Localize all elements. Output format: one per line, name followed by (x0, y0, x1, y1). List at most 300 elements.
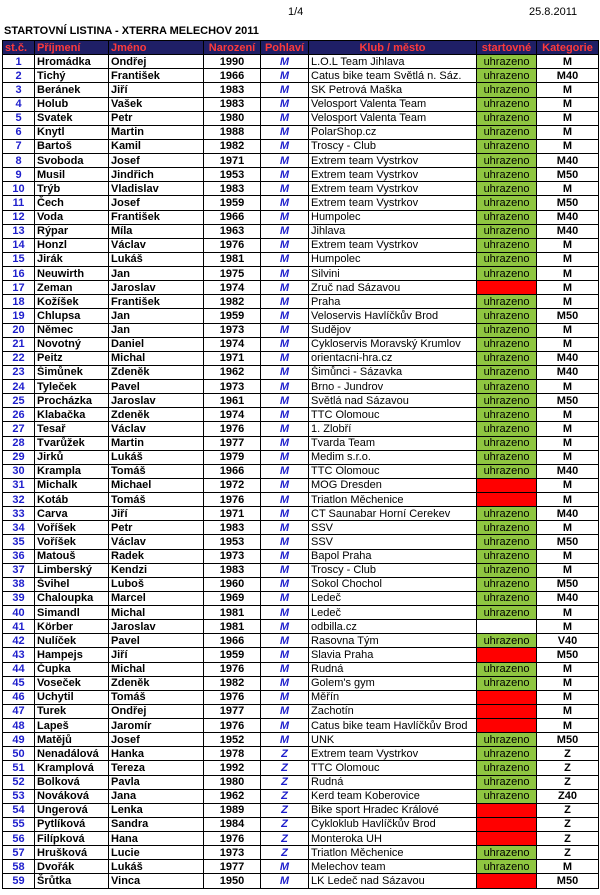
cell-start-number: 28 (3, 436, 35, 450)
cell-gender: M (261, 238, 309, 252)
cell-first-name: Jiří (109, 648, 204, 662)
cell-fee-status: uhrazeno (477, 196, 537, 210)
cell-gender: Z (261, 832, 309, 846)
cell-first-name: Pavla (109, 775, 204, 789)
cell-surname: Tvarůžek (35, 436, 109, 450)
cell-first-name: Lucie (109, 846, 204, 860)
cell-start-number: 27 (3, 422, 35, 436)
cell-start-number: 20 (3, 323, 35, 337)
cell-start-number: 29 (3, 450, 35, 464)
cell-start-number: 5 (3, 111, 35, 125)
cell-category: M (537, 478, 599, 492)
cell-category: Z (537, 761, 599, 775)
table-row (3, 493, 599, 507)
cell-club: Humpolec (309, 210, 477, 224)
cell-gender: M (261, 874, 309, 888)
table-row (3, 309, 599, 323)
cell-category: M40 (537, 210, 599, 224)
table-row (3, 380, 599, 394)
cell-surname: Novotný (35, 337, 109, 351)
table-row (3, 422, 599, 436)
cell-category: V40 (537, 634, 599, 648)
cell-category: M (537, 436, 599, 450)
cell-club: Extrem team Vystrkov (309, 238, 477, 252)
cell-fee-status: uhrazeno (477, 662, 537, 676)
cell-birth-year: 1976 (204, 493, 261, 507)
cell-fee-status: uhrazeno (477, 351, 537, 365)
cell-gender: M (261, 662, 309, 676)
cell-birth-year: 1966 (204, 634, 261, 648)
cell-fee-status: uhrazeno (477, 747, 537, 761)
cell-fee-status: uhrazeno (477, 436, 537, 450)
cell-start-number: 39 (3, 591, 35, 605)
cell-club: Rasovna Tým (309, 634, 477, 648)
table-row (3, 154, 599, 168)
cell-birth-year: 1983 (204, 563, 261, 577)
cell-first-name: Jaroslav (109, 394, 204, 408)
cell-category: M (537, 267, 599, 281)
table-row (3, 690, 599, 704)
cell-fee-status: uhrazeno (477, 521, 537, 535)
cell-category: Z (537, 747, 599, 761)
cell-fee-status: uhrazeno (477, 507, 537, 521)
cell-surname: Němec (35, 323, 109, 337)
cell-birth-year: 1966 (204, 464, 261, 478)
cell-first-name: Jiří (109, 83, 204, 97)
table-row (3, 97, 599, 111)
cell-club: L.O.L Team Jihlava (309, 55, 477, 69)
cell-birth-year: 1974 (204, 281, 261, 295)
cell-surname: Voda (35, 210, 109, 224)
cell-gender: M (261, 690, 309, 704)
cell-fee-status: uhrazeno (477, 323, 537, 337)
cell-fee-status (477, 803, 537, 817)
cell-start-number: 49 (3, 733, 35, 747)
table-row (3, 267, 599, 281)
cell-gender: M (261, 577, 309, 591)
cell-start-number: 26 (3, 408, 35, 422)
cell-club: Veloservis Havlíčkův Brod (309, 309, 477, 323)
table-row (3, 591, 599, 605)
cell-first-name: Michal (109, 606, 204, 620)
cell-surname: Svatek (35, 111, 109, 125)
cell-birth-year: 1973 (204, 846, 261, 860)
cell-start-number: 52 (3, 775, 35, 789)
header-birth-year: Narození (204, 41, 261, 55)
cell-fee-status (477, 493, 537, 507)
cell-fee-status: uhrazeno (477, 846, 537, 860)
cell-surname: Švihel (35, 577, 109, 591)
cell-start-number: 42 (3, 634, 35, 648)
cell-category: M (537, 690, 599, 704)
cell-start-number: 31 (3, 478, 35, 492)
cell-club: Golem's gym (309, 676, 477, 690)
cell-start-number: 12 (3, 210, 35, 224)
cell-club: Melechov team (309, 860, 477, 874)
cell-start-number: 55 (3, 817, 35, 831)
cell-birth-year: 1982 (204, 295, 261, 309)
cell-birth-year: 1981 (204, 620, 261, 634)
cell-surname: Bolková (35, 775, 109, 789)
cell-surname: Hrušková (35, 846, 109, 860)
cell-birth-year: 1983 (204, 182, 261, 196)
cell-first-name: František (109, 69, 204, 83)
cell-category: M (537, 704, 599, 718)
cell-birth-year: 1990 (204, 55, 261, 69)
table-row (3, 874, 599, 888)
cell-surname: Zeman (35, 281, 109, 295)
cell-club: Měřín (309, 690, 477, 704)
cell-birth-year: 1976 (204, 662, 261, 676)
cell-birth-year: 1973 (204, 549, 261, 563)
cell-first-name: Josef (109, 733, 204, 747)
table-row (3, 775, 599, 789)
cell-surname: Beránek (35, 83, 109, 97)
cell-fee-status: uhrazeno (477, 267, 537, 281)
cell-birth-year: 1962 (204, 365, 261, 379)
cell-fee-status (477, 478, 537, 492)
cell-fee-status: uhrazeno (477, 380, 537, 394)
cell-category: M (537, 380, 599, 394)
cell-category: M (537, 337, 599, 351)
cell-club: Brno - Jundrov (309, 380, 477, 394)
cell-surname: Turek (35, 704, 109, 718)
cell-gender: M (261, 719, 309, 733)
cell-fee-status (477, 832, 537, 846)
cell-start-number: 54 (3, 803, 35, 817)
cell-gender: M (261, 168, 309, 182)
cell-start-number: 10 (3, 182, 35, 196)
cell-birth-year: 1982 (204, 676, 261, 690)
cell-birth-year: 1979 (204, 450, 261, 464)
cell-birth-year: 1973 (204, 380, 261, 394)
cell-surname: Klabačka (35, 408, 109, 422)
cell-surname: Filípková (35, 832, 109, 846)
cell-first-name: Zdeněk (109, 676, 204, 690)
header-club: Klub / město (309, 41, 477, 55)
cell-start-number: 58 (3, 860, 35, 874)
cell-gender: Z (261, 747, 309, 761)
cell-start-number: 51 (3, 761, 35, 775)
cell-start-number: 23 (3, 365, 35, 379)
cell-first-name: Martin (109, 436, 204, 450)
cell-gender: M (261, 154, 309, 168)
cell-club: Velosport Valenta Team (309, 111, 477, 125)
cell-first-name: Martin (109, 125, 204, 139)
cell-club: LK Ledeč nad Sázavou (309, 874, 477, 888)
cell-gender: Z (261, 817, 309, 831)
table-row (3, 168, 599, 182)
cell-club: Tvarda Team (309, 436, 477, 450)
cell-surname: Carva (35, 507, 109, 521)
cell-first-name: Michal (109, 351, 204, 365)
cell-gender: M (261, 394, 309, 408)
cell-start-number: 36 (3, 549, 35, 563)
table-row (3, 55, 599, 69)
table-row (3, 860, 599, 874)
cell-club: Zruč nad Sázavou (309, 281, 477, 295)
cell-category: M (537, 676, 599, 690)
table-row (3, 719, 599, 733)
cell-first-name: Michal (109, 662, 204, 676)
cell-first-name: Jana (109, 789, 204, 803)
cell-birth-year: 1959 (204, 648, 261, 662)
cell-category: M (537, 281, 599, 295)
cell-category: Z40 (537, 789, 599, 803)
cell-birth-year: 1971 (204, 507, 261, 521)
cell-gender: M (261, 860, 309, 874)
cell-birth-year: 1971 (204, 154, 261, 168)
cell-first-name: Zdeněk (109, 365, 204, 379)
cell-first-name: Jindřich (109, 168, 204, 182)
cell-gender: M (261, 591, 309, 605)
cell-start-number: 53 (3, 789, 35, 803)
cell-category: M40 (537, 464, 599, 478)
cell-category: M (537, 422, 599, 436)
cell-club: Jihlava (309, 224, 477, 238)
cell-category: M50 (537, 309, 599, 323)
cell-gender: M (261, 365, 309, 379)
cell-fee-status: uhrazeno (477, 238, 537, 252)
cell-gender: M (261, 606, 309, 620)
cell-surname: Jirků (35, 450, 109, 464)
cell-gender: M (261, 55, 309, 69)
cell-start-number: 37 (3, 563, 35, 577)
cell-surname: Hromádka (35, 55, 109, 69)
table-row (3, 761, 599, 775)
cell-first-name: Jaromír (109, 719, 204, 733)
cell-first-name: Petr (109, 521, 204, 535)
cell-gender: M (261, 337, 309, 351)
cell-gender: M (261, 422, 309, 436)
cell-club: Troscy - Club (309, 139, 477, 153)
cell-birth-year: 1976 (204, 832, 261, 846)
cell-category: M40 (537, 69, 599, 83)
cell-start-number: 1 (3, 55, 35, 69)
cell-first-name: Ondřej (109, 55, 204, 69)
table-row (3, 295, 599, 309)
cell-gender: M (261, 351, 309, 365)
cell-category: M (537, 493, 599, 507)
start-list-table (2, 40, 599, 889)
cell-start-number: 35 (3, 535, 35, 549)
cell-gender: M (261, 493, 309, 507)
cell-fee-status: uhrazeno (477, 182, 537, 196)
cell-surname: Michalk (35, 478, 109, 492)
cell-club: MOG Dresden (309, 478, 477, 492)
table-row (3, 535, 599, 549)
cell-club: Slavia Praha (309, 648, 477, 662)
table-row (3, 238, 599, 252)
cell-club: odbilla.cz (309, 620, 477, 634)
cell-birth-year: 1952 (204, 733, 261, 747)
cell-birth-year: 1988 (204, 125, 261, 139)
cell-first-name: Kamil (109, 139, 204, 153)
cell-surname: Jirák (35, 252, 109, 266)
cell-start-number: 30 (3, 464, 35, 478)
cell-birth-year: 1976 (204, 690, 261, 704)
cell-club: SSV (309, 535, 477, 549)
cell-club: orientacni-hra.cz (309, 351, 477, 365)
cell-surname: Tichý (35, 69, 109, 83)
cell-first-name: Jaroslav (109, 620, 204, 634)
table-row (3, 577, 599, 591)
cell-surname: Hampejs (35, 648, 109, 662)
cell-start-number: 7 (3, 139, 35, 153)
cell-fee-status: uhrazeno (477, 577, 537, 591)
cell-fee-status: uhrazeno (477, 210, 537, 224)
cell-birth-year: 1969 (204, 591, 261, 605)
cell-start-number: 21 (3, 337, 35, 351)
table-row (3, 563, 599, 577)
cell-start-number: 47 (3, 704, 35, 718)
cell-start-number: 50 (3, 747, 35, 761)
cell-first-name: Kendzi (109, 563, 204, 577)
cell-first-name: Tomáš (109, 690, 204, 704)
cell-gender: M (261, 83, 309, 97)
cell-fee-status: uhrazeno (477, 252, 537, 266)
cell-birth-year: 1989 (204, 803, 261, 817)
cell-gender: M (261, 507, 309, 521)
cell-birth-year: 1971 (204, 351, 261, 365)
cell-first-name: Tereza (109, 761, 204, 775)
cell-club: TTC Olomouc (309, 408, 477, 422)
header-surname: Příjmení (35, 41, 109, 55)
cell-fee-status: uhrazeno (477, 224, 537, 238)
cell-gender: M (261, 69, 309, 83)
cell-club: Šimůnci - Sázavka (309, 365, 477, 379)
cell-category: M40 (537, 591, 599, 605)
cell-fee-status (477, 281, 537, 295)
cell-fee-status: uhrazeno (477, 775, 537, 789)
cell-club: SSV (309, 521, 477, 535)
cell-first-name: Hana (109, 832, 204, 846)
cell-fee-status: uhrazeno (477, 450, 537, 464)
cell-fee-status (477, 874, 537, 888)
table-row (3, 620, 599, 634)
cell-club: Rudná (309, 662, 477, 676)
cell-start-number: 40 (3, 606, 35, 620)
header-gender: Pohlaví (261, 41, 309, 55)
cell-category: M (537, 252, 599, 266)
cell-birth-year: 1976 (204, 719, 261, 733)
cell-surname: Honzl (35, 238, 109, 252)
table-row (3, 83, 599, 97)
cell-start-number: 46 (3, 690, 35, 704)
cell-first-name: Lukáš (109, 450, 204, 464)
cell-surname: Chlupsa (35, 309, 109, 323)
cell-surname: Matouš (35, 549, 109, 563)
cell-first-name: Jan (109, 323, 204, 337)
cell-category: Z (537, 803, 599, 817)
table-row (3, 125, 599, 139)
cell-surname: Tesař (35, 422, 109, 436)
cell-fee-status: uhrazeno (477, 394, 537, 408)
cell-birth-year: 1974 (204, 337, 261, 351)
header-fee: startovné (477, 41, 537, 55)
cell-club: Medim s.r.o. (309, 450, 477, 464)
cell-first-name: Josef (109, 154, 204, 168)
cell-category: M50 (537, 874, 599, 888)
cell-category: M40 (537, 365, 599, 379)
cell-start-number: 8 (3, 154, 35, 168)
cell-category: Z (537, 832, 599, 846)
cell-start-number: 9 (3, 168, 35, 182)
cell-surname: Uchytil (35, 690, 109, 704)
table-row (3, 549, 599, 563)
cell-gender: M (261, 196, 309, 210)
cell-first-name: Pavel (109, 380, 204, 394)
cell-birth-year: 1983 (204, 83, 261, 97)
cell-surname: Matějů (35, 733, 109, 747)
cell-fee-status: uhrazeno (477, 549, 537, 563)
cell-fee-status (477, 817, 537, 831)
table-header-row (3, 41, 599, 55)
cell-first-name: Zdeněk (109, 408, 204, 422)
cell-gender: M (261, 224, 309, 238)
cell-surname: Voříšek (35, 521, 109, 535)
cell-gender: M (261, 252, 309, 266)
cell-fee-status: uhrazeno (477, 761, 537, 775)
cell-surname: Knytl (35, 125, 109, 139)
cell-gender: M (261, 97, 309, 111)
cell-club: PolarShop.cz (309, 125, 477, 139)
cell-gender: Z (261, 789, 309, 803)
cell-gender: M (261, 380, 309, 394)
cell-club: Bapol Praha (309, 549, 477, 563)
cell-first-name: Jaroslav (109, 281, 204, 295)
cell-club: Ledeč (309, 606, 477, 620)
cell-surname: Kramplová (35, 761, 109, 775)
table-row (3, 323, 599, 337)
cell-first-name: František (109, 210, 204, 224)
cell-category: M50 (537, 648, 599, 662)
cell-start-number: 16 (3, 267, 35, 281)
cell-category: M50 (537, 577, 599, 591)
cell-club: Catus bike team Světlá n. Sáz. (309, 69, 477, 83)
cell-gender: M (261, 549, 309, 563)
cell-start-number: 19 (3, 309, 35, 323)
cell-category: Z (537, 817, 599, 831)
cell-category: M (537, 125, 599, 139)
table-row (3, 69, 599, 83)
cell-club: Sokol Chochol (309, 577, 477, 591)
cell-first-name: Jiří (109, 507, 204, 521)
cell-birth-year: 1976 (204, 238, 261, 252)
cell-category: M (537, 450, 599, 464)
table-row (3, 182, 599, 196)
cell-first-name: Míla (109, 224, 204, 238)
cell-category: M40 (537, 154, 599, 168)
cell-gender: M (261, 478, 309, 492)
cell-club: TTC Olomouc (309, 761, 477, 775)
cell-category: M (537, 295, 599, 309)
cell-category: M (537, 408, 599, 422)
cell-first-name: Michael (109, 478, 204, 492)
cell-surname: Peitz (35, 351, 109, 365)
cell-fee-status: uhrazeno (477, 295, 537, 309)
cell-gender: Z (261, 803, 309, 817)
cell-surname: Körber (35, 620, 109, 634)
cell-gender: M (261, 295, 309, 309)
cell-start-number: 57 (3, 846, 35, 860)
cell-start-number: 44 (3, 662, 35, 676)
cell-surname: Bartoš (35, 139, 109, 153)
cell-birth-year: 1950 (204, 874, 261, 888)
document-date: 25.8.2011 (529, 6, 578, 18)
cell-club: Extrem team Vystrkov (309, 154, 477, 168)
cell-first-name: František (109, 295, 204, 309)
